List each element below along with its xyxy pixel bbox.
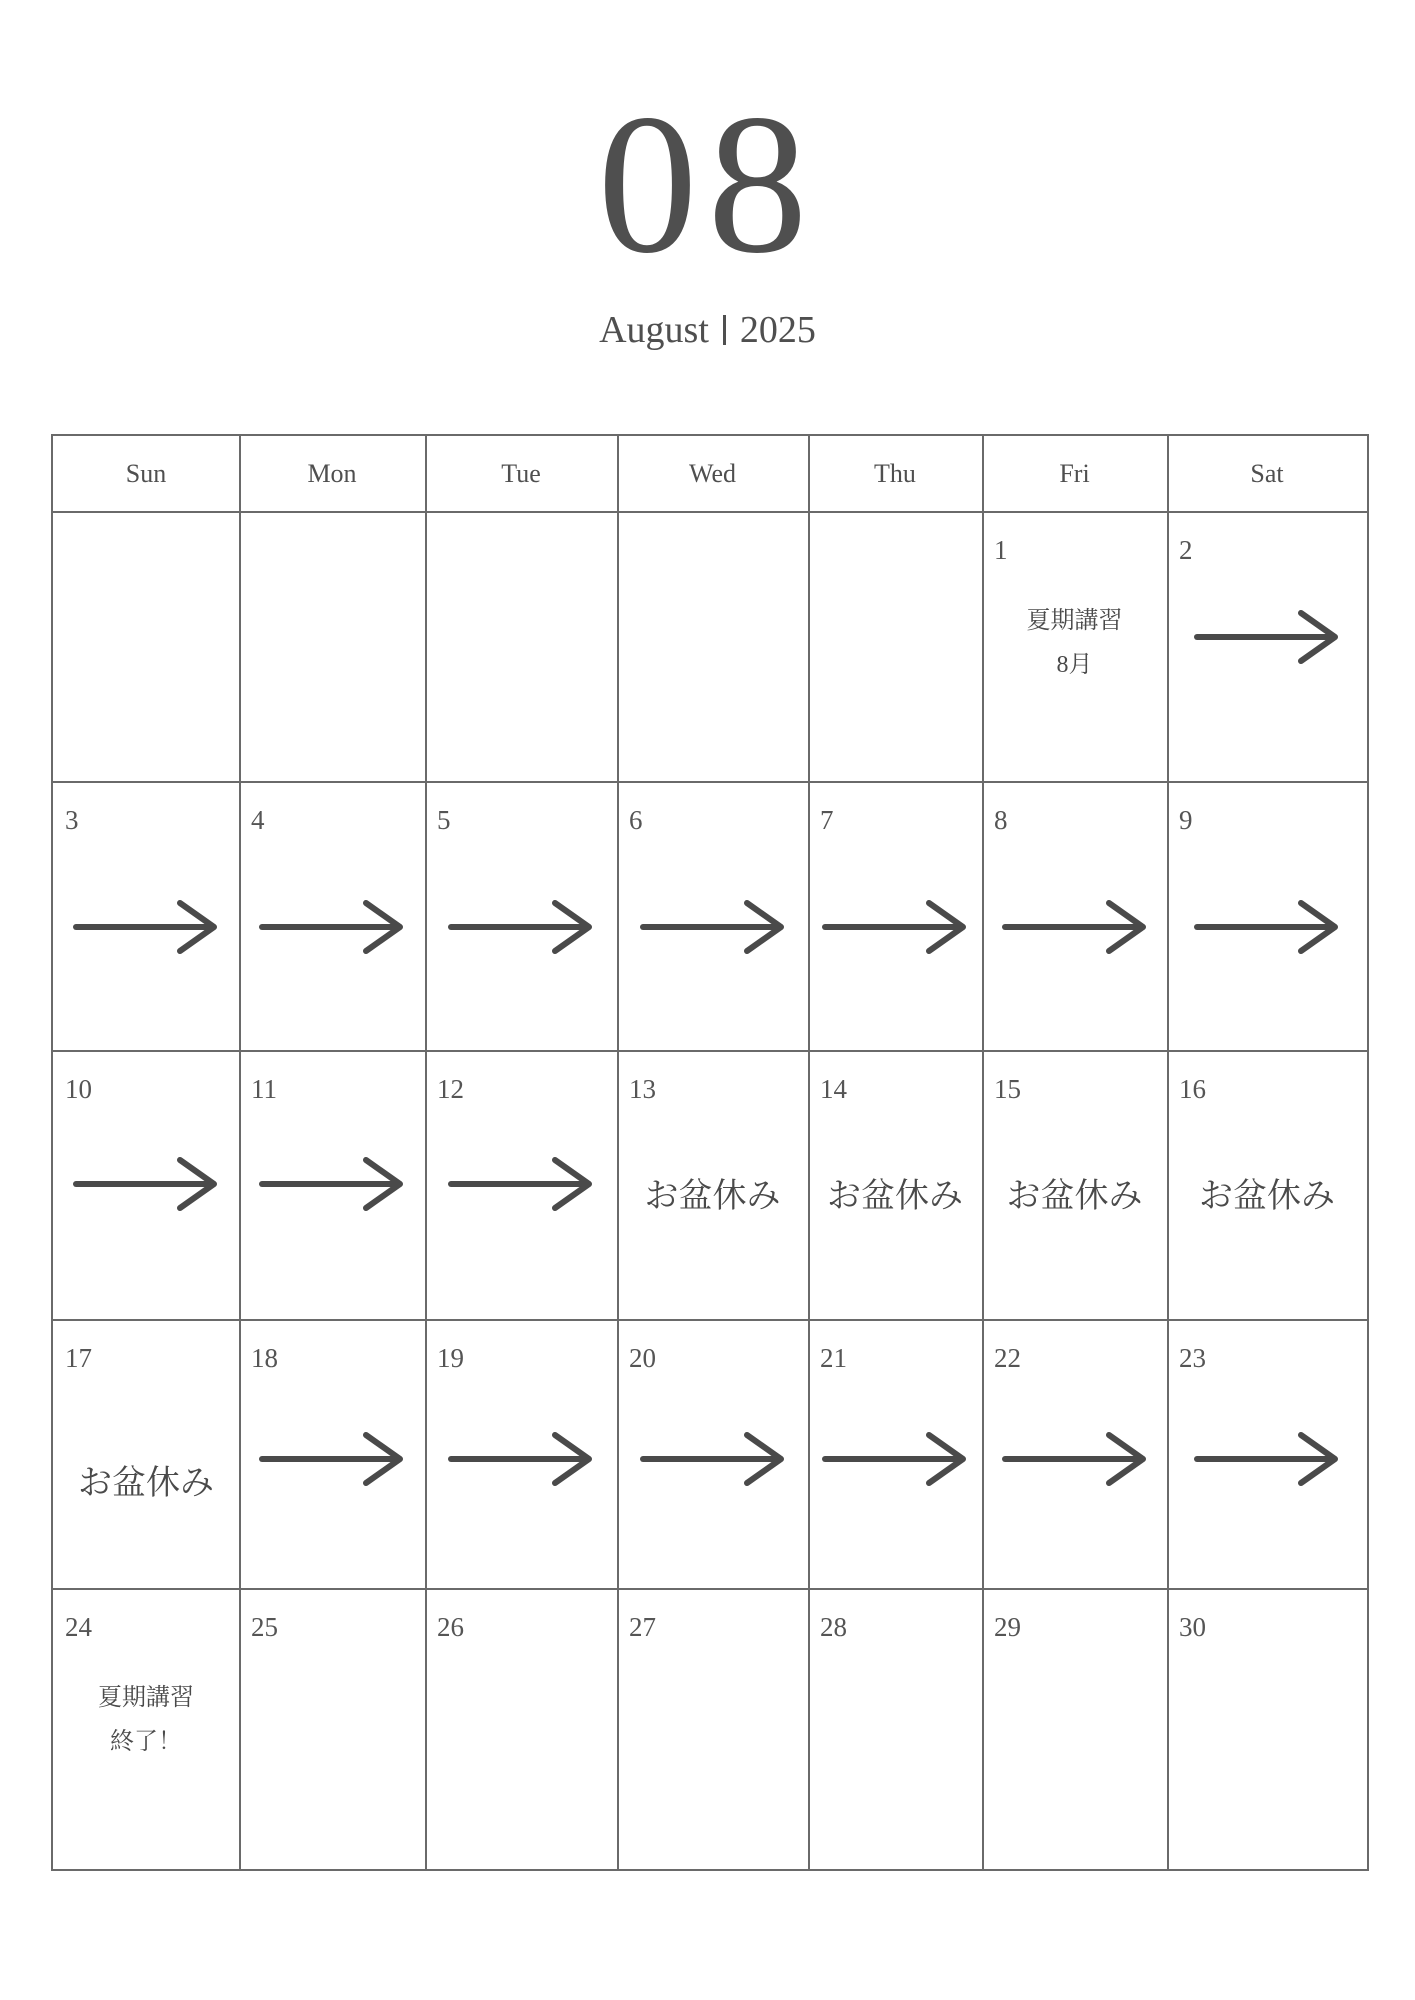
weekday-header-mon: Mon [307, 458, 357, 488]
right-arrow-icon [821, 1431, 969, 1487]
year: 2025 [739, 309, 816, 351]
empty-day-cell [425, 511, 617, 781]
date-number: 18 [251, 1343, 278, 1373]
right-arrow-icon [258, 1156, 406, 1212]
day-cell [425, 781, 617, 1050]
weekday-header-sun: Sun [125, 458, 167, 488]
obon-holiday-label: お盆休み [78, 1465, 214, 1502]
day-cell [1167, 1319, 1367, 1588]
day-cell [53, 1319, 239, 1588]
date-number: 5 [437, 805, 451, 835]
right-arrow-icon [72, 1156, 220, 1212]
day-cell [239, 1319, 425, 1588]
date-number: 6 [629, 805, 643, 835]
day-cell [53, 1588, 239, 1869]
right-arrow-icon [72, 899, 220, 955]
month-name: August [599, 309, 709, 351]
date-number: 23 [1179, 1343, 1206, 1373]
day-cell [425, 1319, 617, 1588]
date-number: 25 [251, 1612, 278, 1642]
event-note-line: 夏期講習 [98, 1685, 194, 1711]
right-arrow-icon [258, 899, 406, 955]
right-arrow-icon [258, 1431, 406, 1487]
right-arrow-icon [639, 899, 787, 955]
right-arrow-icon [1001, 1431, 1149, 1487]
day-cell [808, 1319, 982, 1588]
empty-day-cell [239, 511, 425, 781]
day-cell [239, 1050, 425, 1319]
day-cell [617, 781, 808, 1050]
right-arrow-icon [821, 899, 969, 955]
obon-holiday-label: お盆休み [644, 1178, 781, 1215]
date-number: 19 [437, 1343, 464, 1373]
right-arrow-icon [1193, 1431, 1341, 1487]
date-number: 22 [994, 1343, 1021, 1373]
day-cell [617, 1588, 808, 1869]
date-number: 9 [1179, 805, 1193, 835]
day-cell [239, 781, 425, 1050]
date-number: 7 [820, 805, 834, 835]
date-number: 26 [437, 1612, 464, 1642]
date-number: 8 [994, 805, 1008, 835]
obon-holiday-label: お盆休み [1199, 1178, 1335, 1215]
right-arrow-icon [447, 899, 595, 955]
empty-day-cell [808, 511, 982, 781]
date-number: 11 [251, 1074, 277, 1104]
day-cell [425, 1050, 617, 1319]
weekday-header-wed: Wed [689, 458, 736, 488]
event-note-line: 8月 [1056, 652, 1093, 678]
day-cell [1167, 1588, 1367, 1869]
date-number: 1 [994, 535, 1008, 565]
month-number: 08 [597, 74, 818, 295]
day-cell [808, 1050, 982, 1319]
right-arrow-icon [1001, 899, 1149, 955]
date-number: 20 [629, 1343, 656, 1373]
event-note [53, 1676, 239, 1764]
date-number: 12 [437, 1074, 464, 1104]
day-cell [808, 781, 982, 1050]
right-arrow-icon [447, 1431, 595, 1487]
day-cell [239, 1588, 425, 1869]
right-arrow-icon [1193, 899, 1341, 955]
empty-day-cell [53, 511, 239, 781]
obon-holiday-label: お盆休み [1006, 1178, 1143, 1215]
empty-day-cell [617, 511, 808, 781]
date-number: 13 [629, 1074, 656, 1104]
separator-bar [723, 315, 726, 345]
right-arrow-icon [447, 1156, 595, 1212]
right-arrow-icon [639, 1431, 787, 1487]
date-number: 4 [251, 805, 265, 835]
event-note-line: 終了！ [110, 1729, 182, 1755]
day-cell [1167, 781, 1367, 1050]
date-number: 17 [65, 1343, 92, 1373]
day-cell [982, 1050, 1167, 1319]
obon-holiday-label: お盆休み [827, 1178, 963, 1215]
date-number: 3 [65, 805, 79, 835]
day-cell [982, 511, 1167, 781]
date-number: 14 [820, 1074, 847, 1104]
date-number: 21 [820, 1343, 847, 1373]
weekday-header-tue: Tue [501, 458, 541, 488]
month-year-subtitle [0, 305, 1415, 355]
day-cell [617, 1319, 808, 1588]
date-number: 15 [994, 1074, 1021, 1104]
day-cell [982, 1319, 1167, 1588]
event-note-line: 夏期講習 [1026, 608, 1123, 634]
date-number: 16 [1179, 1074, 1206, 1104]
date-number: 24 [65, 1612, 92, 1642]
day-cell [425, 1588, 617, 1869]
date-number: 27 [629, 1612, 656, 1642]
day-cell [808, 1588, 982, 1869]
day-cell [53, 781, 239, 1050]
date-number: 10 [65, 1074, 92, 1104]
date-number: 29 [994, 1612, 1021, 1642]
event-note [982, 599, 1167, 687]
right-arrow-icon [1193, 609, 1341, 665]
day-cell [617, 1050, 808, 1319]
day-cell [1167, 1050, 1367, 1319]
weekday-header-sat: Sat [1250, 458, 1284, 488]
day-cell [53, 1050, 239, 1319]
calendar-grid [51, 434, 1369, 1871]
day-cell [982, 781, 1167, 1050]
day-cell [982, 1588, 1167, 1869]
date-number: 30 [1179, 1612, 1206, 1642]
weekday-header-fri: Fri [1059, 458, 1090, 488]
day-cell [1167, 511, 1367, 781]
weekday-header-thu: Thu [874, 458, 916, 488]
date-number: 28 [820, 1612, 847, 1642]
date-number: 2 [1179, 535, 1193, 565]
